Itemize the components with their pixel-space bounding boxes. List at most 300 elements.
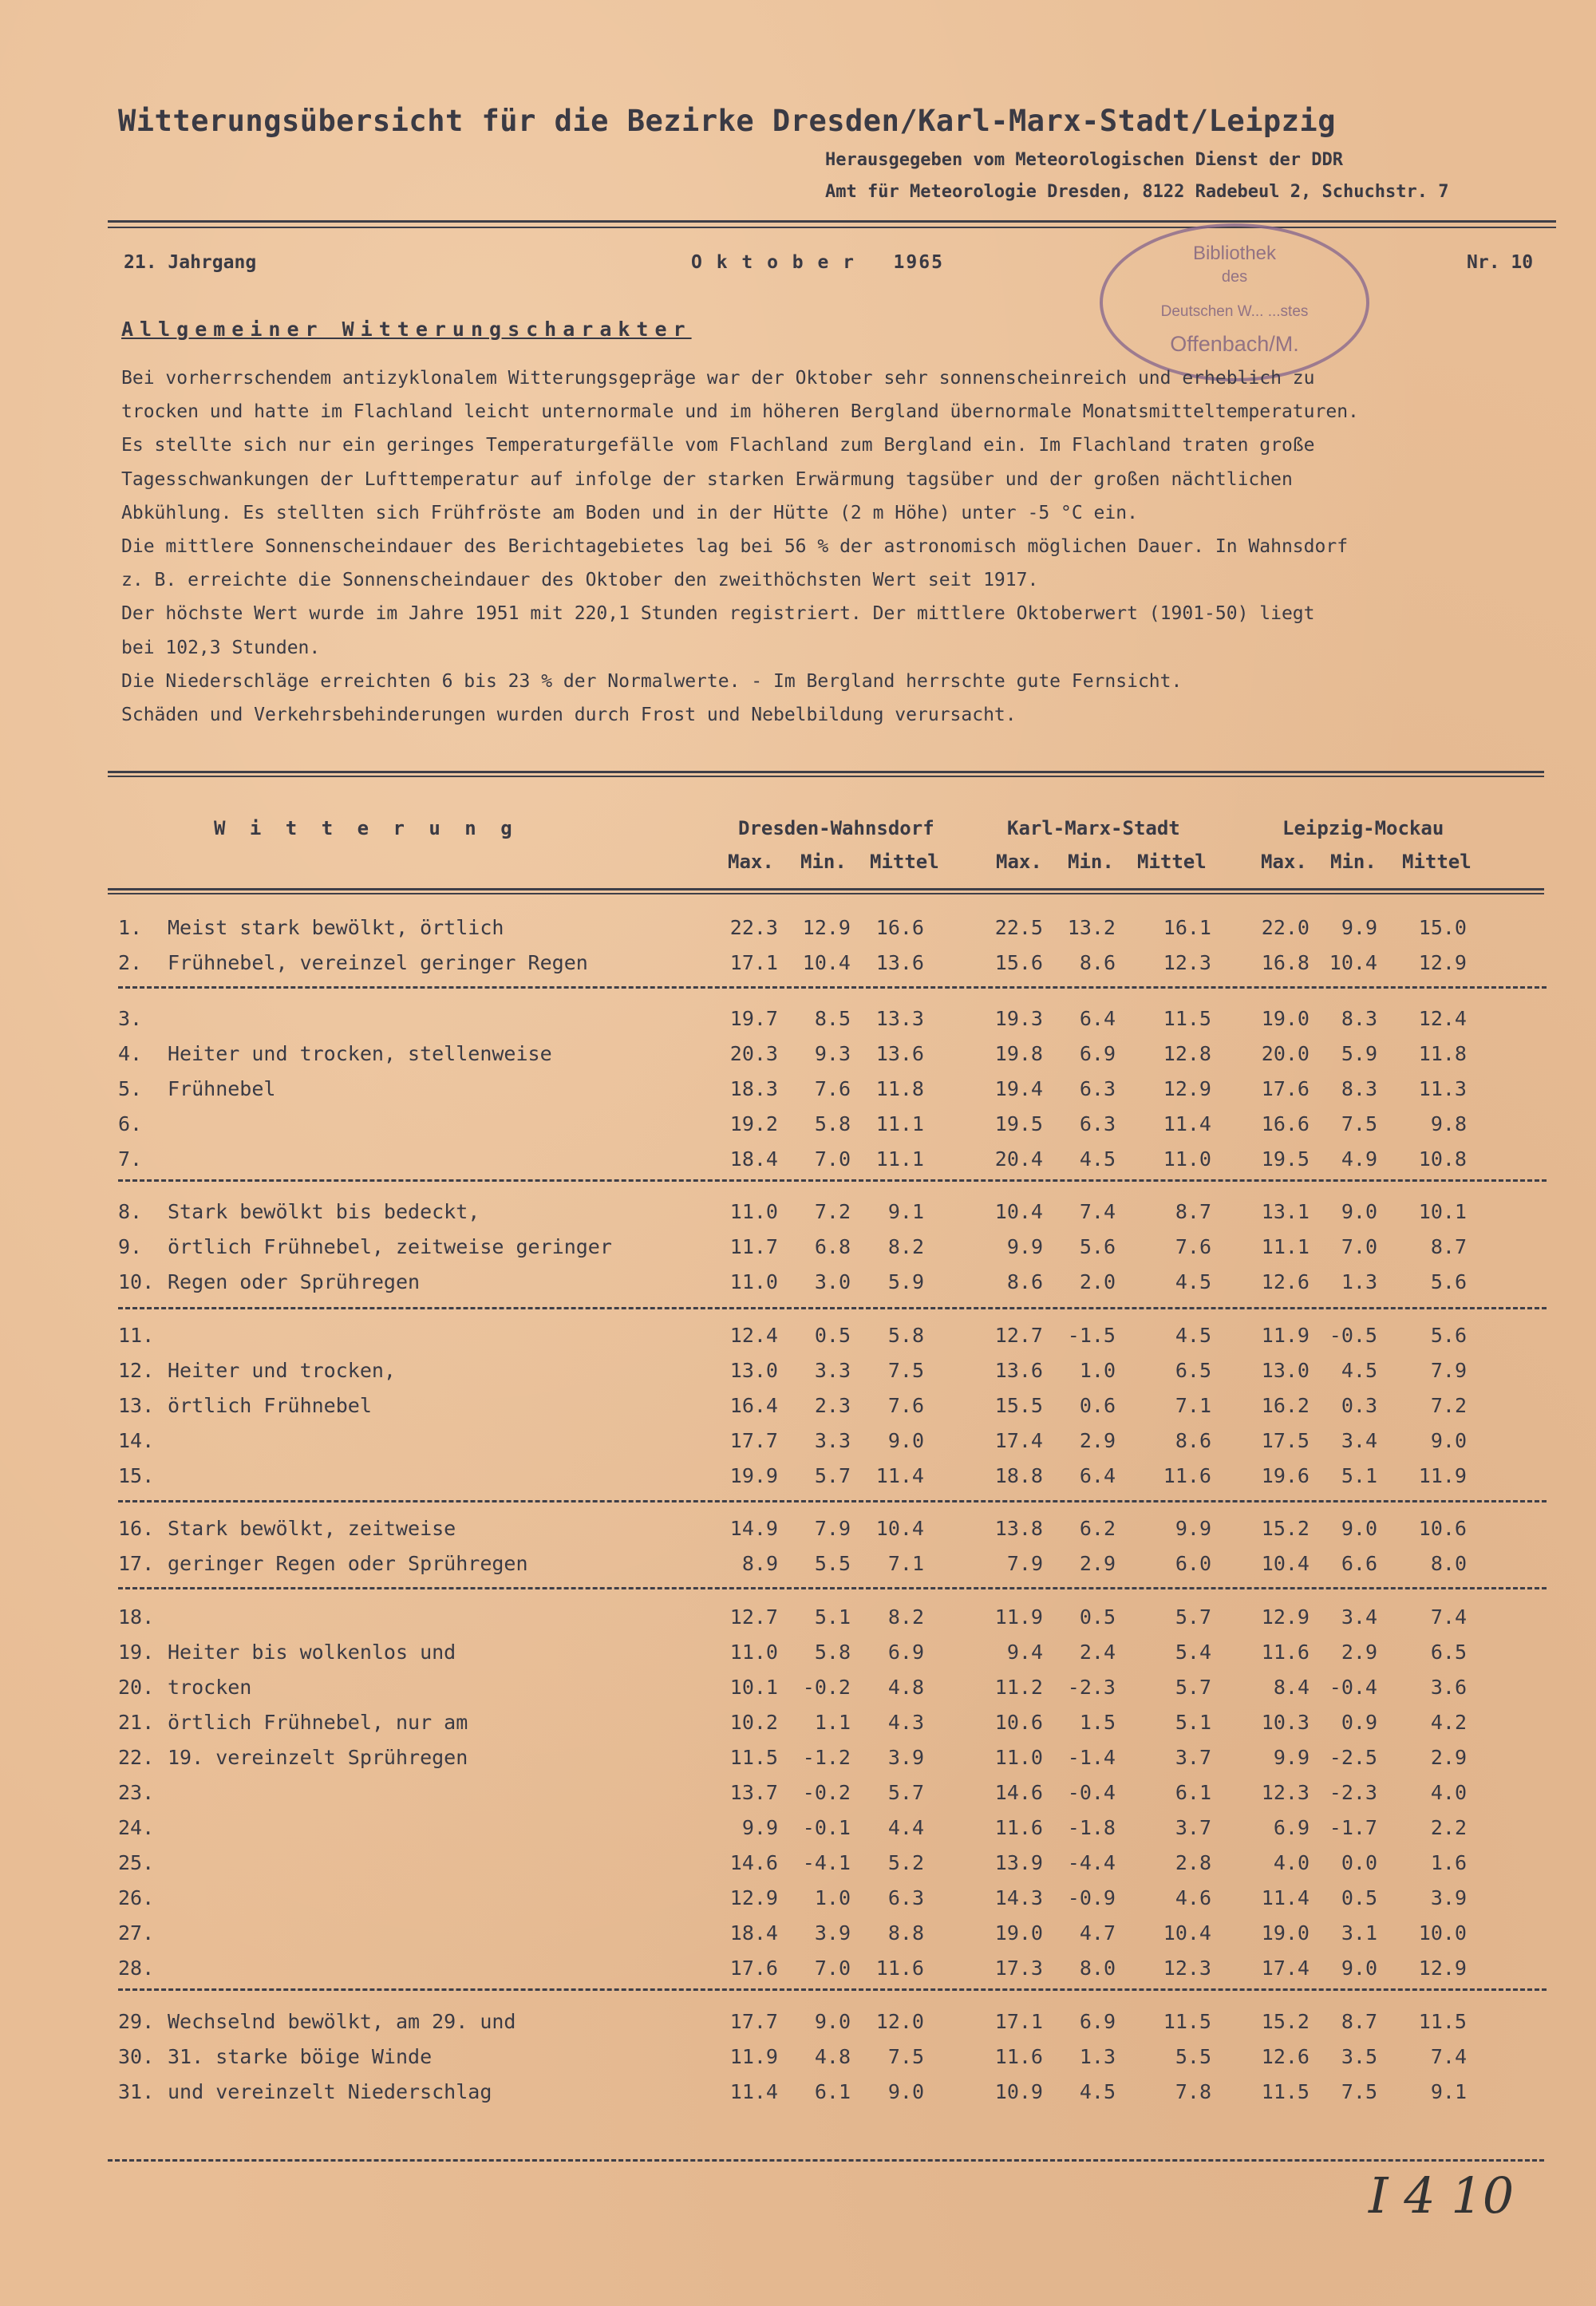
temperature-value: 4.0 xyxy=(1430,1781,1467,1804)
temperature-value: 19.4 xyxy=(994,1077,1043,1100)
temperature-value: 13.0 xyxy=(729,1359,778,1382)
temperature-value: 9.0 xyxy=(814,2010,851,2033)
temperature-value: 13.6 xyxy=(994,1359,1043,1382)
temperature-value: 1.3 xyxy=(1341,1270,1377,1293)
temperature-value: 7.2 xyxy=(814,1200,851,1223)
description-line: Schäden und Verkehrsbehinderungen wurden durch Frost und Nebelbildung verursacht. xyxy=(121,705,1017,725)
temperature-value: 15.2 xyxy=(1261,1517,1310,1540)
temperature-value: 11.4 xyxy=(729,2080,778,2103)
temperature-value: 2.9 xyxy=(1079,1429,1116,1452)
table-row xyxy=(0,1235,1596,1267)
temperature-value: 2.3 xyxy=(814,1394,851,1417)
sub-header: Max. xyxy=(728,851,774,873)
temperature-value: 5.6 xyxy=(1430,1324,1467,1347)
temperature-value: 4.5 xyxy=(1341,1359,1377,1382)
temperature-value: -1.2 xyxy=(802,1746,851,1769)
sub-header: Mittel xyxy=(870,851,939,873)
temperature-value: 14.3 xyxy=(994,1886,1043,1909)
table-row xyxy=(0,1957,1596,1988)
temperature-value: 10.6 xyxy=(1418,1517,1467,1540)
table-row xyxy=(0,916,1596,948)
description-line: Bei vorherrschendem antizyklonalem Witterungsgepräge war der Oktober sehr sonnenscheinreich und erheblich zu xyxy=(121,368,1315,389)
temperature-value: 18.4 xyxy=(729,1921,778,1945)
temperature-value: 7.5 xyxy=(1341,1112,1377,1135)
description-line: Es stellte sich nur ein geringes Temperaturgefälle vom Flachland zum Bergland ein. Im Flachland traten große xyxy=(121,435,1315,456)
sub-header: Max. xyxy=(1261,851,1307,873)
temperature-value: 10.1 xyxy=(729,1676,778,1699)
table-row xyxy=(0,1552,1596,1584)
row-day: 17. xyxy=(118,1552,155,1575)
row-day: 19. xyxy=(118,1641,155,1664)
temperature-value: 11.0 xyxy=(1163,1147,1211,1171)
sub-header: Min. xyxy=(1068,851,1114,873)
description-line: Die mittlere Sonnenscheindauer des Berichtagebietes lag bei 56 % der astronomisch möglichen Dauer. In Wahnsdorf xyxy=(121,536,1349,557)
temperature-value: -0.1 xyxy=(802,1816,851,1839)
sub-header: Mittel xyxy=(1402,851,1472,873)
temperature-value: 18.4 xyxy=(729,1147,778,1171)
temperature-value: 19.8 xyxy=(994,1042,1043,1065)
row-day: 23. xyxy=(118,1781,155,1804)
table-row xyxy=(0,1851,1596,1883)
table-header-rule-2 xyxy=(108,893,1544,894)
temperature-value: 6.4 xyxy=(1079,1007,1116,1030)
temperature-value: 16.2 xyxy=(1261,1394,1310,1417)
temperature-value: -0.2 xyxy=(802,1781,851,1804)
temperature-value: 11.6 xyxy=(1261,1641,1310,1664)
temperature-value: 12.6 xyxy=(1261,2045,1310,2068)
temperature-value: 19.5 xyxy=(994,1112,1043,1135)
temperature-value: 5.8 xyxy=(814,1112,851,1135)
row-description: geringer Regen oder Sprühregen xyxy=(168,1552,528,1575)
temperature-value: 8.6 xyxy=(1175,1429,1211,1452)
temperature-value: 8.2 xyxy=(887,1235,924,1258)
temperature-value: 8.4 xyxy=(1273,1676,1310,1699)
temperature-value: 11.1 xyxy=(1261,1235,1310,1258)
temperature-value: 11.4 xyxy=(1163,1112,1211,1135)
temperature-value: 17.7 xyxy=(729,2010,778,2033)
sub-header: Min. xyxy=(1330,851,1377,873)
temperature-value: 8.0 xyxy=(1079,1957,1116,1980)
sub-header: Max. xyxy=(996,851,1042,873)
volume-label: 21. Jahrgang xyxy=(124,252,257,273)
temperature-value: 4.9 xyxy=(1341,1147,1377,1171)
table-row xyxy=(0,2045,1596,2077)
temperature-value: 12.7 xyxy=(729,1605,778,1629)
row-day: 31. xyxy=(118,2080,155,2103)
description-line: bei 102,3 Stunden. xyxy=(121,637,321,658)
temperature-value: 4.0 xyxy=(1273,1851,1310,1874)
table-row xyxy=(0,1429,1596,1461)
table-row xyxy=(0,1921,1596,1953)
row-description: Heiter und trocken, xyxy=(168,1359,396,1382)
temperature-value: 11.6 xyxy=(1163,1464,1211,1487)
month-label: O k t o b e r 1965 xyxy=(691,252,944,273)
temperature-value: 11.7 xyxy=(729,1235,778,1258)
temperature-value: 2.9 xyxy=(1341,1641,1377,1664)
temperature-value: 5.7 xyxy=(1175,1605,1211,1629)
temperature-value: 7.0 xyxy=(1341,1235,1377,1258)
temperature-value: 12.3 xyxy=(1261,1781,1310,1804)
temperature-value: 9.9 xyxy=(741,1816,778,1839)
temperature-value: 17.4 xyxy=(994,1429,1043,1452)
temperature-value: 5.6 xyxy=(1079,1235,1116,1258)
row-day: 25. xyxy=(118,1851,155,1874)
row-day: 18. xyxy=(118,1605,155,1629)
temperature-value: 11.5 xyxy=(1418,2010,1467,2033)
temperature-value: 12.9 xyxy=(1418,1957,1467,1980)
temperature-value: 1.3 xyxy=(1079,2045,1116,2068)
temperature-value: 5.1 xyxy=(814,1605,851,1629)
section-rule xyxy=(108,771,1544,773)
temperature-value: 19.0 xyxy=(1261,1007,1310,1030)
temperature-value: -0.5 xyxy=(1329,1324,1377,1347)
temperature-value: 9.0 xyxy=(887,1429,924,1452)
temperature-value: 2.4 xyxy=(1079,1641,1116,1664)
row-description: Frühnebel, vereinzel geringer Regen xyxy=(168,951,588,974)
temperature-value: 10.9 xyxy=(994,2080,1043,2103)
temperature-value: 9.0 xyxy=(1341,1517,1377,1540)
temperature-value: 13.9 xyxy=(994,1851,1043,1874)
row-day: 6. xyxy=(118,1112,143,1135)
temperature-value: 5.8 xyxy=(887,1324,924,1347)
temperature-value: 17.6 xyxy=(729,1957,778,1980)
table-row xyxy=(0,2080,1596,2112)
temperature-value: 9.0 xyxy=(887,2080,924,2103)
description-line: z. B. erreichte die Sonnenscheindauer des Oktober den zweithöchsten Wert seit 1917. xyxy=(121,570,1039,591)
temperature-value: 3.4 xyxy=(1341,1605,1377,1629)
temperature-value: -0.9 xyxy=(1067,1886,1116,1909)
document-title: Witterungsübersicht für die Bezirke Dresden/Karl-Marx-Stadt/Leipzig xyxy=(118,104,1336,138)
temperature-value: 1.1 xyxy=(814,1711,851,1734)
row-description: Heiter und trocken, stellenweise xyxy=(168,1042,552,1065)
temperature-value: 7.1 xyxy=(1175,1394,1211,1417)
temperature-value: 3.1 xyxy=(1341,1921,1377,1945)
temperature-value: 0.5 xyxy=(1079,1605,1116,1629)
temperature-value: 8.6 xyxy=(1006,1270,1043,1293)
temperature-value: 17.6 xyxy=(1261,1077,1310,1100)
row-day: 3. xyxy=(118,1007,143,1030)
temperature-value: 3.9 xyxy=(1430,1886,1467,1909)
temperature-value: 19.6 xyxy=(1261,1464,1310,1487)
temperature-value: 2.2 xyxy=(1430,1816,1467,1839)
temperature-value: 11.8 xyxy=(875,1077,924,1100)
row-description: trocken xyxy=(168,1676,252,1699)
temperature-value: 11.3 xyxy=(1418,1077,1467,1100)
row-day: 20. xyxy=(118,1676,155,1699)
temperature-value: 8.7 xyxy=(1430,1235,1467,1258)
temperature-value: 9.0 xyxy=(1341,1200,1377,1223)
temperature-value: 15.6 xyxy=(994,951,1043,974)
column-header-witterung: W i t t e r u n g xyxy=(214,817,519,839)
temperature-value: 17.3 xyxy=(994,1957,1043,1980)
temperature-value: 19.5 xyxy=(1261,1147,1310,1171)
temperature-value: 10.4 xyxy=(994,1200,1043,1223)
temperature-value: 11.1 xyxy=(875,1112,924,1135)
temperature-value: 10.4 xyxy=(802,951,851,974)
temperature-value: 4.3 xyxy=(887,1711,924,1734)
row-description: Wechselnd bewölkt, am 29. und xyxy=(168,2010,516,2033)
temperature-value: 10.4 xyxy=(1261,1552,1310,1575)
temperature-value: 8.3 xyxy=(1341,1077,1377,1100)
temperature-value: 13.6 xyxy=(875,1042,924,1065)
temperature-value: 16.8 xyxy=(1261,951,1310,974)
row-day: 10. xyxy=(118,1270,155,1293)
temperature-value: 11.5 xyxy=(1163,1007,1211,1030)
temperature-value: 4.8 xyxy=(887,1676,924,1699)
temperature-value: 19.2 xyxy=(729,1112,778,1135)
description-line: Der höchste Wert wurde im Jahre 1951 mit 220,1 Stunden registriert. Der mittlere Oktoberwert (1901-50) liegt xyxy=(121,603,1315,625)
temperature-value: 22.0 xyxy=(1261,916,1310,939)
temperature-value: 7.1 xyxy=(887,1552,924,1575)
temperature-value: 15.5 xyxy=(994,1394,1043,1417)
table-row xyxy=(0,1007,1596,1039)
temperature-value: 17.7 xyxy=(729,1429,778,1452)
temperature-value: 6.3 xyxy=(887,1886,924,1909)
temperature-value: -2.3 xyxy=(1067,1676,1116,1699)
temperature-value: 19.0 xyxy=(1261,1921,1310,1945)
temperature-value: 9.1 xyxy=(1430,2080,1467,2103)
temperature-value: 11.6 xyxy=(994,2045,1043,2068)
temperature-value: 5.7 xyxy=(814,1464,851,1487)
temperature-value: 3.3 xyxy=(814,1359,851,1382)
temperature-value: 7.9 xyxy=(1006,1552,1043,1575)
temperature-value: 2.9 xyxy=(1079,1552,1116,1575)
temperature-value: 6.6 xyxy=(1341,1552,1377,1575)
temperature-value: -0.2 xyxy=(802,1676,851,1699)
temperature-value: 16.1 xyxy=(1163,916,1211,939)
stamp-line-4: Offenbach/M. xyxy=(1170,332,1299,356)
temperature-value: 20.4 xyxy=(994,1147,1043,1171)
temperature-value: 1.0 xyxy=(814,1886,851,1909)
temperature-value: 6.9 xyxy=(887,1641,924,1664)
temperature-value: 12.9 xyxy=(1261,1605,1310,1629)
temperature-value: 12.3 xyxy=(1163,1957,1211,1980)
temperature-value: 14.6 xyxy=(729,1851,778,1874)
station-header-dresden: Dresden-Wahnsdorf xyxy=(738,817,934,839)
temperature-value: 7.9 xyxy=(1430,1359,1467,1382)
description-line: Die Niederschläge erreichten 6 bis 23 % der Normalwerte. - Im Bergland herrschte gute Fernsicht. xyxy=(121,670,1183,692)
station-header-leipzig: Leipzig-Mockau xyxy=(1282,817,1444,839)
temperature-value: 5.9 xyxy=(1341,1042,1377,1065)
temperature-value: 12.9 xyxy=(802,916,851,939)
temperature-value: 6.9 xyxy=(1273,1816,1310,1839)
row-day: 26. xyxy=(118,1886,155,1909)
temperature-value: 5.6 xyxy=(1430,1270,1467,1293)
temperature-value: 4.7 xyxy=(1079,1921,1116,1945)
row-description: Heiter bis wolkenlos und xyxy=(168,1641,456,1664)
table-row xyxy=(0,2010,1596,2042)
table-row xyxy=(0,951,1596,983)
temperature-value: 9.9 xyxy=(1175,1517,1211,1540)
table-row xyxy=(0,1746,1596,1778)
temperature-value: 11.2 xyxy=(994,1676,1043,1699)
row-day: 5. xyxy=(118,1077,143,1100)
row-day: 13. xyxy=(118,1394,155,1417)
temperature-value: 11.6 xyxy=(875,1957,924,1980)
temperature-value: 9.3 xyxy=(814,1042,851,1065)
temperature-value: -1.5 xyxy=(1067,1324,1116,1347)
station-header-karl-marx-stadt: Karl-Marx-Stadt xyxy=(1007,817,1180,839)
group-separator xyxy=(118,1307,1547,1309)
temperature-value: 8.3 xyxy=(1341,1007,1377,1030)
temperature-value: 4.5 xyxy=(1079,1147,1116,1171)
temperature-value: 5.2 xyxy=(887,1851,924,1874)
row-day: 11. xyxy=(118,1324,155,1347)
header-rule-top-2 xyxy=(108,227,1556,228)
section-rule-2 xyxy=(108,776,1544,777)
description-line: Abkühlung. Es stellten sich Frühfröste am Boden und in der Hütte (2 m Höhe) unter -5 °C ein. xyxy=(121,502,1138,523)
temperature-value: 9.4 xyxy=(1006,1641,1043,1664)
temperature-value: 6.8 xyxy=(814,1235,851,1258)
temperature-value: 12.0 xyxy=(875,2010,924,2033)
temperature-value: 10.6 xyxy=(994,1711,1043,1734)
temperature-value: 10.8 xyxy=(1418,1147,1467,1171)
temperature-value: 11.0 xyxy=(994,1746,1043,1769)
temperature-value: 3.5 xyxy=(1341,2045,1377,2068)
temperature-value: 16.6 xyxy=(875,916,924,939)
table-row xyxy=(0,1359,1596,1391)
table-row xyxy=(0,1077,1596,1109)
temperature-value: 7.9 xyxy=(814,1517,851,1540)
temperature-value: 11.0 xyxy=(729,1200,778,1223)
temperature-value: 6.1 xyxy=(1175,1781,1211,1804)
temperature-value: 18.8 xyxy=(994,1464,1043,1487)
row-description: Frühnebel xyxy=(168,1077,276,1100)
publisher-line-1: Herausgegeben vom Meteorologischen Dienst der DDR xyxy=(825,150,1344,170)
temperature-value: 6.0 xyxy=(1175,1552,1211,1575)
temperature-value: 10.3 xyxy=(1261,1711,1310,1734)
temperature-value: 12.8 xyxy=(1163,1042,1211,1065)
temperature-value: 19.3 xyxy=(994,1007,1043,1030)
temperature-value: 6.3 xyxy=(1079,1112,1116,1135)
table-row xyxy=(0,1394,1596,1426)
row-description: Stark bewölkt, zeitweise xyxy=(168,1517,456,1540)
table-header-rule xyxy=(108,888,1544,890)
library-stamp xyxy=(1100,223,1369,381)
sub-header: Min. xyxy=(800,851,847,873)
temperature-value: 17.5 xyxy=(1261,1429,1310,1452)
description-line: trocken und hatte im Flachland leicht unternormale und im höheren Bergland übernormale Monatsmitteltemperaturen. xyxy=(121,401,1359,423)
temperature-value: 12.7 xyxy=(994,1324,1043,1347)
table-row xyxy=(0,1270,1596,1302)
group-separator xyxy=(118,1587,1547,1589)
temperature-value: 3.6 xyxy=(1430,1676,1467,1699)
row-description: Regen oder Sprühregen xyxy=(168,1270,421,1293)
temperature-value: 6.5 xyxy=(1175,1359,1211,1382)
temperature-value: 2.0 xyxy=(1079,1270,1116,1293)
temperature-value: -0.4 xyxy=(1067,1781,1116,1804)
temperature-value: 12.9 xyxy=(1163,1077,1211,1100)
table-row xyxy=(0,1816,1596,1848)
temperature-value: 12.9 xyxy=(1418,951,1467,974)
row-day: 27. xyxy=(118,1921,155,1945)
row-description: örtlich Frühnebel, zeitweise geringer xyxy=(168,1235,612,1258)
temperature-value: 0.9 xyxy=(1341,1711,1377,1734)
temperature-value: 12.6 xyxy=(1261,1270,1310,1293)
temperature-value: 9.0 xyxy=(1341,1957,1377,1980)
row-day: 7. xyxy=(118,1147,143,1171)
handwritten-note: I 4 10 xyxy=(1369,2166,1515,2225)
temperature-value: 6.3 xyxy=(1079,1077,1116,1100)
temperature-value: 11.5 xyxy=(1163,2010,1211,2033)
temperature-value: 14.9 xyxy=(729,1517,778,1540)
row-day: 16. xyxy=(118,1517,155,1540)
temperature-value: 10.2 xyxy=(729,1711,778,1734)
group-separator xyxy=(118,1988,1547,1991)
temperature-value: 7.0 xyxy=(814,1147,851,1171)
row-day: 1. xyxy=(118,916,143,939)
temperature-value: 7.2 xyxy=(1430,1394,1467,1417)
temperature-value: 11.4 xyxy=(875,1464,924,1487)
temperature-value: 8.5 xyxy=(814,1007,851,1030)
temperature-value: -1.8 xyxy=(1067,1816,1116,1839)
temperature-value: -2.3 xyxy=(1329,1781,1377,1804)
temperature-value: 0.0 xyxy=(1341,1851,1377,1874)
temperature-value: 9.0 xyxy=(1430,1429,1467,1452)
temperature-value: 4.5 xyxy=(1175,1324,1211,1347)
row-description: und vereinzelt Niederschlag xyxy=(168,2080,492,2103)
temperature-value: 1.6 xyxy=(1430,1851,1467,1874)
temperature-value: 11.8 xyxy=(1418,1042,1467,1065)
temperature-value: 11.9 xyxy=(994,1605,1043,1629)
temperature-value: 3.7 xyxy=(1175,1816,1211,1839)
table-row xyxy=(0,1042,1596,1074)
row-description: Meist stark bewölkt, örtlich xyxy=(168,916,504,939)
temperature-value: 9.9 xyxy=(1341,916,1377,939)
row-day: 28. xyxy=(118,1957,155,1980)
temperature-value: 0.5 xyxy=(1341,1886,1377,1909)
temperature-value: 13.8 xyxy=(994,1517,1043,1540)
temperature-value: 3.7 xyxy=(1175,1746,1211,1769)
temperature-value: 22.3 xyxy=(729,916,778,939)
temperature-value: 4.5 xyxy=(1079,2080,1116,2103)
temperature-value: 11.4 xyxy=(1261,1886,1310,1909)
temperature-value: 19.7 xyxy=(729,1007,778,1030)
stamp-line-3: Deutschen W... ...stes xyxy=(1160,303,1309,320)
temperature-value: -1.7 xyxy=(1329,1816,1377,1839)
temperature-value: 1.5 xyxy=(1079,1711,1116,1734)
temperature-value: 7.0 xyxy=(814,1957,851,1980)
temperature-value: 7.6 xyxy=(887,1394,924,1417)
temperature-value: 20.3 xyxy=(729,1042,778,1065)
temperature-value: 5.5 xyxy=(814,1552,851,1575)
temperature-value: 7.5 xyxy=(887,2045,924,2068)
temperature-value: 4.4 xyxy=(887,1816,924,1839)
temperature-value: 6.9 xyxy=(1079,1042,1116,1065)
temperature-value: 7.6 xyxy=(814,1077,851,1100)
temperature-value: 11.9 xyxy=(729,2045,778,2068)
row-day: 12. xyxy=(118,1359,155,1382)
temperature-value: 11.9 xyxy=(1418,1464,1467,1487)
table-row xyxy=(0,1200,1596,1232)
temperature-value: 18.3 xyxy=(729,1077,778,1100)
table-row xyxy=(0,1324,1596,1356)
temperature-value: -4.1 xyxy=(802,1851,851,1874)
temperature-value: 7.4 xyxy=(1079,1200,1116,1223)
temperature-value: 11.0 xyxy=(729,1270,778,1293)
temperature-value: 2.9 xyxy=(1430,1746,1467,1769)
temperature-value: 6.9 xyxy=(1079,2010,1116,2033)
temperature-value: 5.8 xyxy=(814,1641,851,1664)
temperature-value: 13.7 xyxy=(729,1781,778,1804)
group-separator xyxy=(118,1500,1547,1502)
temperature-value: 3.0 xyxy=(814,1270,851,1293)
temperature-value: 5.1 xyxy=(1341,1464,1377,1487)
temperature-value: 13.2 xyxy=(1067,916,1116,939)
table-row xyxy=(0,1781,1596,1813)
issue-number: Nr. 10 xyxy=(1467,252,1534,273)
temperature-value: 12.3 xyxy=(1163,951,1211,974)
